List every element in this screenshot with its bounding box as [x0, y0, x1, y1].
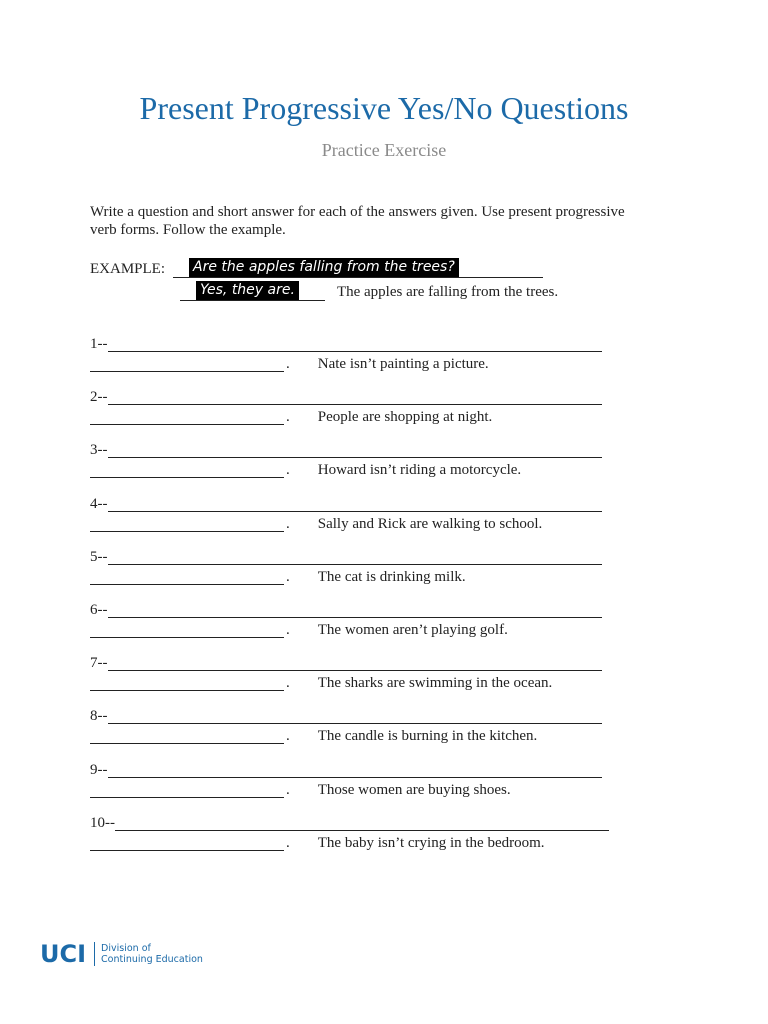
short-answer-blank[interactable] — [90, 517, 284, 532]
question-line — [90, 815, 609, 831]
period: . — [286, 356, 290, 372]
exercise-item — [90, 496, 620, 536]
answer-line — [90, 728, 537, 744]
short-answer-blank[interactable] — [90, 836, 284, 851]
page-subtitle: Practice Exercise — [321, 140, 447, 160]
given-statement: Nate isn’t painting a picture. — [317, 356, 489, 372]
given-statement: Those women are buying shoes. — [317, 782, 511, 798]
short-answer-blank[interactable] — [90, 410, 284, 425]
item-number: 2-- — [90, 389, 108, 405]
example-answer-row — [180, 281, 558, 301]
answer-line — [90, 569, 466, 585]
question-blank[interactable] — [108, 445, 602, 458]
exercise-item — [90, 655, 620, 695]
item-number: 4-- — [90, 496, 108, 512]
period: . — [286, 728, 290, 744]
item-number: 6-- — [90, 602, 108, 618]
question-blank[interactable] — [108, 605, 602, 618]
question-line — [90, 602, 602, 618]
given-statement: The baby isn’t crying in the bedroom. — [317, 835, 545, 851]
exercise-item — [90, 815, 620, 855]
question-line — [90, 442, 602, 458]
item-number: 3-- — [90, 442, 108, 458]
instructions: Write a question and short answer for each of the answers given. Use present progressive verb forms. Follow the example. — [90, 204, 625, 238]
example-short-answer: Yes, they are. — [196, 281, 299, 301]
question-blank[interactable] — [108, 765, 602, 778]
question-line — [90, 389, 602, 405]
question-line — [90, 549, 602, 565]
example-answer-blank-left — [180, 284, 196, 301]
exercise-item — [90, 602, 620, 642]
answer-line — [90, 356, 489, 372]
period: . — [286, 675, 290, 691]
short-answer-blank[interactable] — [90, 676, 284, 691]
question-blank[interactable] — [108, 339, 602, 352]
period: . — [286, 782, 290, 798]
answer-line — [90, 835, 545, 851]
question-blank[interactable] — [108, 552, 602, 565]
logo-line-2: Continuing Education — [101, 954, 203, 965]
given-statement: People are shopping at night. — [317, 409, 493, 425]
given-statement: The candle is burning in the kitchen. — [317, 728, 538, 744]
exercise-item — [90, 708, 620, 748]
exercise-item — [90, 336, 620, 376]
period: . — [286, 569, 290, 585]
exercise-item — [90, 549, 620, 589]
given-statement: Howard isn’t riding a motorcycle. — [317, 462, 522, 478]
item-number: 1-- — [90, 336, 108, 352]
item-number: 10-- — [90, 815, 115, 831]
example-blank-left — [173, 261, 189, 278]
exercise-item — [90, 762, 620, 802]
short-answer-blank[interactable] — [90, 357, 284, 372]
period: . — [286, 516, 290, 532]
logo-text — [101, 943, 203, 965]
given-statement: Sally and Rick are walking to school. — [317, 516, 543, 532]
question-line — [90, 496, 602, 512]
example-answer-blank-right — [299, 284, 325, 301]
item-number: 8-- — [90, 708, 108, 724]
answer-line — [90, 622, 508, 638]
short-answer-blank[interactable] — [90, 729, 284, 744]
given-statement: The women aren’t playing golf. — [317, 622, 508, 638]
question-blank[interactable] — [108, 658, 602, 671]
item-number: 5-- — [90, 549, 108, 565]
example-blank-right — [459, 261, 543, 278]
short-answer-blank[interactable] — [90, 623, 284, 638]
short-answer-blank[interactable] — [90, 570, 284, 585]
item-number: 7-- — [90, 655, 108, 671]
page-title: Present Progressive Yes/No Questions — [139, 90, 629, 126]
answer-line — [90, 462, 521, 478]
uci-logo — [40, 942, 203, 966]
answer-line — [90, 516, 542, 532]
question-blank[interactable] — [108, 711, 602, 724]
logo-line-1: Division of — [101, 943, 151, 954]
period: . — [286, 622, 290, 638]
question-line — [90, 762, 602, 778]
example-statement: The apples are falling from the trees. — [336, 284, 559, 300]
question-blank[interactable] — [115, 818, 609, 831]
answer-line — [90, 782, 511, 798]
exercise-item — [90, 442, 620, 482]
given-statement: The sharks are swimming in the ocean. — [317, 675, 553, 691]
question-line — [90, 336, 602, 352]
example-question: Are the apples falling from the trees? — [189, 258, 459, 278]
question-line — [90, 655, 602, 671]
answer-line — [90, 675, 552, 691]
short-answer-blank[interactable] — [90, 463, 284, 478]
given-statement: The cat is drinking milk. — [317, 569, 466, 585]
logo-mark: UCI — [40, 942, 95, 966]
answer-line — [90, 409, 492, 425]
short-answer-blank[interactable] — [90, 783, 284, 798]
period: . — [286, 835, 290, 851]
exercise-item — [90, 389, 620, 429]
example-label: EXAMPLE: — [90, 261, 165, 277]
question-line — [90, 708, 602, 724]
question-blank[interactable] — [108, 499, 602, 512]
period: . — [286, 409, 290, 425]
item-number: 9-- — [90, 762, 108, 778]
period: . — [286, 462, 290, 478]
example-question-row — [90, 258, 543, 278]
question-blank[interactable] — [108, 392, 602, 405]
